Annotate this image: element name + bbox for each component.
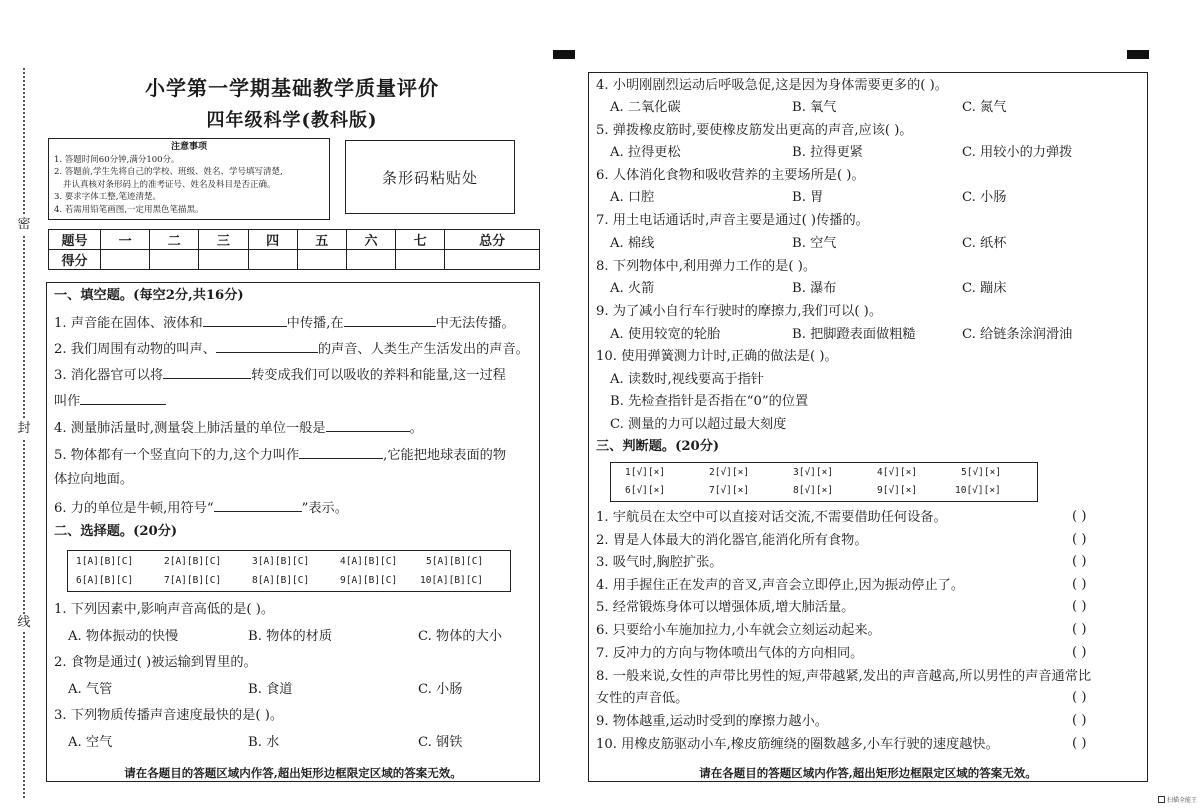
choice-option: B. 拉得更紧	[792, 145, 863, 160]
choice-bubble-9[interactable]: 9[A][B][C]	[340, 575, 398, 586]
notice-line: 1. 答题时间60分钟,满分100分。	[54, 154, 180, 165]
choice-answer-grid	[67, 550, 511, 592]
choice-option: A. 使用较宽的轮胎	[610, 327, 721, 342]
judge-bubble-9[interactable]: 9[√][×]	[877, 485, 918, 496]
section-judge-heading: 三、判断题。(20分)	[596, 439, 720, 454]
judge-bubble-10[interactable]: 10[√][×]	[955, 485, 1001, 496]
judge-question-10: 10. 用橡皮筋驱动小车,橡皮筋缠绕的圈数越多,小车行驶的速度越快。	[596, 737, 999, 752]
choice-option: A. 火箭	[610, 281, 655, 296]
judge-answer-grid	[610, 462, 1038, 502]
score-header-row	[49, 230, 540, 250]
judge-bubble-2[interactable]: 2[√][×]	[709, 467, 750, 478]
fill-blank[interactable]	[326, 418, 410, 432]
choice-option: C. 蹦床	[962, 281, 1007, 296]
choice-question-8: 8. 下列物体中,利用弹力工作的是( )。	[596, 259, 817, 274]
choice-question-7: 7. 用土电话通话时,声音主要是通过( )传播的。	[596, 213, 869, 228]
judge-question-1: 1. 宇航员在太空中可以直接对话交流,不需要借助任何设备。	[596, 510, 947, 525]
choice-option: A. 气管	[68, 682, 113, 697]
fill-question-5: 5. 物体都有一个竖直向下的力,这个力叫作 ,它能把地球表面的物	[54, 445, 506, 465]
fill-blank[interactable]	[299, 445, 383, 459]
fill-blank[interactable]	[203, 313, 287, 327]
score-cell[interactable]	[346, 250, 395, 270]
section-choice-heading: 二、选择题。(20分)	[54, 524, 178, 539]
fill-question-6: 6. 力的单位是牛顿,用符号“ ”表示。	[54, 498, 348, 518]
judge-bubble-5[interactable]: 5[√][×]	[961, 467, 1002, 478]
choice-option: C. 物体的大小	[418, 629, 502, 644]
fill-question-4: 4. 测量肺活量时,测量袋上肺活量的单位一般是 。	[54, 418, 423, 438]
judge-answer-paren[interactable]: ( )	[1072, 577, 1087, 592]
judge-answer-paren[interactable]: ( )	[1072, 690, 1087, 705]
barcode-label: 条形码粘贴处	[381, 168, 478, 187]
choice-bubble-3[interactable]: 3[A][B][C]	[252, 556, 310, 567]
score-cell[interactable]	[297, 250, 346, 270]
notice-line: 并认真核对条形码上的准考证号、姓名及科目是否正确。	[63, 179, 276, 190]
score-cell[interactable]	[248, 250, 297, 270]
choice-option: C. 给链条涂润滑油	[962, 327, 1073, 342]
choice-question-1: 1. 下列因素中,影响声音高低的是( )。	[54, 602, 275, 617]
judge-answer-paren[interactable]: ( )	[1072, 713, 1087, 728]
judge-question-8-cont: 女性的声音低。	[596, 691, 689, 706]
choice-option: B. 食道	[248, 682, 293, 697]
choice-option: B. 把脚蹬表面做粗糙	[792, 327, 916, 342]
scanner-watermark: 扫描全能王	[1158, 793, 1198, 805]
score-header-cell: 六	[346, 230, 395, 250]
choice-option: A. 棉线	[610, 236, 655, 251]
fill-question-3-cont: 叫作	[54, 391, 166, 411]
notice-title: 注意事项	[170, 142, 207, 152]
section-fill-heading: 一、填空题。(每空2分,共16分)	[54, 288, 244, 303]
choice-option: B. 物体的材质	[248, 629, 333, 644]
notice-line: 4. 若需用铅笔画图,一定用黑色笔描黑。	[54, 204, 204, 215]
fill-question-3: 3. 消化器官可以将 转变成我们可以吸收的养料和能量,这一过程	[54, 365, 506, 385]
score-header-cell: 三	[199, 230, 248, 250]
choice-option: C. 用较小的力弹拨	[962, 145, 1073, 160]
choice-option: C. 小肠	[418, 682, 463, 697]
score-row	[49, 250, 540, 270]
choice-option: B. 空气	[792, 236, 837, 251]
judge-bubble-8[interactable]: 8[√][×]	[793, 485, 834, 496]
judge-answer-paren[interactable]: ( )	[1072, 736, 1087, 751]
choice-bubble-10[interactable]: 10[A][B][C]	[420, 575, 483, 586]
judge-answer-paren[interactable]: ( )	[1072, 554, 1087, 569]
score-header-cell: 四	[248, 230, 297, 250]
choice-question-3: 3. 下列物质传播声音速度最快的是( )。	[54, 708, 284, 723]
judge-question-5: 5. 经常锻炼身体可以增强体质,增大肺活量。	[596, 600, 855, 615]
choice-bubble-2[interactable]: 2[A][B][C]	[164, 556, 222, 567]
fill-blank[interactable]	[80, 391, 166, 405]
fill-question-5-cont: 体拉向地面。	[54, 472, 134, 487]
seal-char-mi: 密	[15, 216, 33, 234]
choice-option: A. 空气	[68, 735, 113, 750]
right-footer-note: 请在各题目的答题区域内作答,超出矩形边框限定区域的答案无效。	[699, 766, 1037, 780]
choice-question-4: 4. 小明刚剧烈运动后呼吸急促,这是因为身体需要更多的( )。	[596, 78, 948, 93]
choice-question-5: 5. 弹拨橡皮筋时,要使橡皮筋发出更高的声音,应该( )。	[596, 123, 913, 138]
choice-option: B. 瀑布	[792, 281, 837, 296]
judge-answer-paren[interactable]: ( )	[1072, 599, 1087, 614]
score-header-cell: 二	[150, 230, 199, 250]
judge-question-9: 9. 物体越重,运动时受到的摩擦力越小。	[596, 714, 828, 729]
choice-bubble-1[interactable]: 1[A][B][C]	[76, 556, 134, 567]
positioning-mark	[553, 50, 575, 59]
exam-title: 小学第一学期基础教学质量评价	[145, 76, 439, 100]
judge-bubble-1[interactable]: 1[√][×]	[625, 467, 666, 478]
choice-option: B. 先检查指针是否指在“0”的位置	[610, 394, 809, 409]
choice-option: C. 纸杯	[962, 236, 1007, 251]
score-cell[interactable]	[101, 250, 150, 270]
judge-bubble-6[interactable]: 6[√][×]	[625, 485, 666, 496]
score-header-cell: 七	[396, 230, 445, 250]
fill-blank[interactable]	[216, 339, 318, 353]
choice-option: A. 拉得更松	[610, 145, 681, 160]
judge-answer-paren[interactable]: ( )	[1072, 532, 1087, 547]
notice-box	[48, 138, 330, 220]
judge-question-2: 2. 胃是人体最大的消化器官,能消化所有食物。	[596, 533, 868, 548]
choice-option: C. 小肠	[962, 190, 1007, 205]
choice-bubble-6[interactable]: 6[A][B][C]	[76, 575, 134, 586]
notice-line: 2. 答题前,学生先将自己的学校、班级、姓名、学号填写清楚,	[54, 167, 283, 177]
notice-line: 3. 要求字体工整,笔迹清楚。	[54, 192, 162, 202]
choice-option: C. 氮气	[962, 100, 1007, 115]
choice-option: A. 二氧化碳	[610, 100, 681, 115]
judge-bubble-7[interactable]: 7[√][×]	[709, 485, 750, 496]
choice-option: B. 水	[248, 735, 280, 750]
score-header-cell: 题号	[49, 230, 101, 250]
choice-bubble-8[interactable]: 8[A][B][C]	[252, 575, 310, 586]
choice-bubble-7[interactable]: 7[A][B][C]	[164, 575, 222, 586]
choice-question-6: 6. 人体消化食物和吸收营养的主要场所是( )。	[596, 168, 865, 183]
judge-answer-paren[interactable]: ( )	[1072, 622, 1087, 637]
judge-answer-paren[interactable]: ( )	[1072, 509, 1087, 524]
choice-option: C. 钢铁	[418, 735, 463, 750]
judge-question-6: 6. 只要给小车施加拉力,小车就会立刻运动起来。	[596, 623, 881, 638]
exam-subtitle: 四年级科学(教科版)	[206, 110, 378, 131]
fill-question-1: 1. 声音能在固体、液体和 中传播,在 中无法传播。	[54, 313, 515, 333]
choice-option: A. 读数时,视线要高于指针	[610, 372, 764, 387]
choice-question-9: 9. 为了减小自行车行驶时的摩擦力,我们可以( )。	[596, 304, 883, 319]
choice-option: A. 口腔	[610, 190, 655, 205]
fill-blank[interactable]	[163, 365, 251, 379]
seal-char-xian: 线	[15, 614, 33, 632]
judge-bubble-3[interactable]: 3[√][×]	[793, 467, 834, 478]
choice-bubble-4[interactable]: 4[A][B][C]	[340, 556, 398, 567]
score-header-cell: 总分	[445, 230, 540, 250]
judge-question-3: 3. 吸气时,胸腔扩张。	[596, 555, 723, 570]
choice-option: B. 氧气	[792, 100, 837, 115]
score-cell[interactable]	[396, 250, 445, 270]
score-header-cell: 五	[297, 230, 346, 250]
judge-bubble-4[interactable]: 4[√][×]	[877, 467, 918, 478]
score-table	[48, 229, 540, 270]
judge-question-4: 4. 用手握住正在发声的音叉,声音会立即停止,因为振动停止了。	[596, 578, 965, 593]
barcode-area	[345, 140, 515, 214]
choice-option: C. 测量的力可以超过最大刻度	[610, 417, 787, 432]
choice-question-2: 2. 食物是通过( )被运输到胃里的。	[54, 655, 257, 670]
choice-option: A. 物体振动的快慢	[68, 629, 179, 644]
score-row-label: 得分	[49, 250, 101, 270]
score-header-cell: 一	[101, 230, 150, 250]
fill-blank[interactable]	[214, 498, 302, 512]
score-cell[interactable]	[445, 250, 540, 270]
choice-bubble-5[interactable]: 5[A][B][C]	[426, 556, 484, 567]
score-cell[interactable]	[199, 250, 248, 270]
fill-blank[interactable]	[344, 313, 436, 327]
judge-answer-paren[interactable]: ( )	[1072, 645, 1087, 660]
qr-icon	[1158, 796, 1165, 803]
choice-option: B. 胃	[792, 190, 824, 205]
judge-question-7: 7. 反冲力的方向与物体喷出气体的方向相同。	[596, 646, 864, 661]
judge-question-8: 8. 一般来说,女性的声带比男性的短,声带越紧,发出的声音越高,所以男性的声音通常比	[596, 669, 1092, 684]
seal-line	[16, 68, 32, 798]
choice-question-10: 10. 使用弹簧测力计时,正确的做法是( )。	[596, 349, 838, 364]
left-footer-note: 请在各题目的答题区域内作答,超出矩形边框限定区域的答案无效。	[124, 766, 462, 780]
score-cell[interactable]	[150, 250, 199, 270]
fill-question-2: 2. 我们周围有动物的叫声、 的声音、人类生产生活发出的声音。	[54, 339, 529, 359]
positioning-mark	[1127, 50, 1149, 59]
seal-char-feng: 封	[15, 420, 33, 438]
